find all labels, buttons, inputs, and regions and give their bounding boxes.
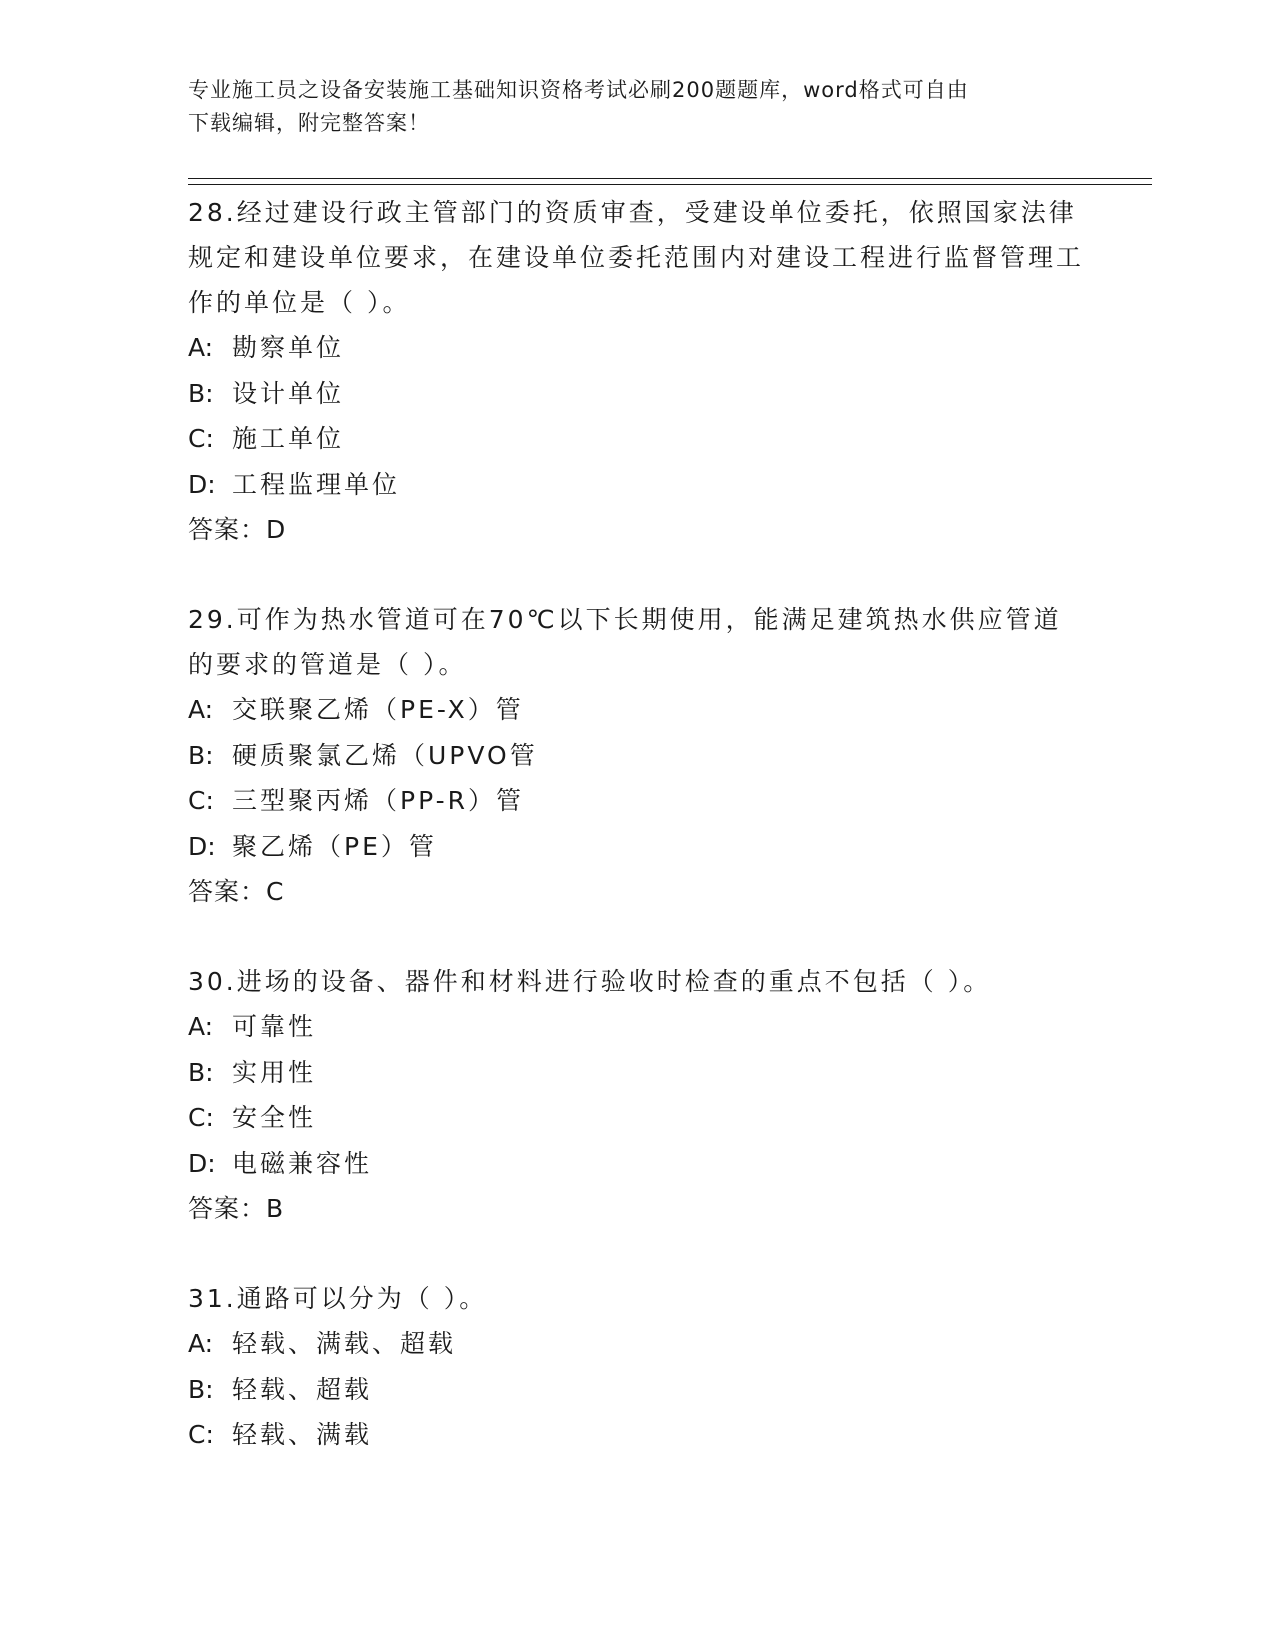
option-d bbox=[188, 1141, 1088, 1187]
answer-line: 答案：B bbox=[188, 1194, 285, 1223]
option-text: 设计单位 bbox=[232, 378, 345, 408]
option-text: 可靠性 bbox=[232, 1012, 317, 1041]
option-text: 轻载、满载、超载 bbox=[232, 1329, 457, 1358]
option-text: 实用性 bbox=[232, 1057, 317, 1087]
option-text: 聚乙烯（PE）管 bbox=[232, 831, 437, 861]
option-text: 安全性 bbox=[232, 1103, 317, 1132]
option-key: B: bbox=[188, 378, 214, 408]
option-d bbox=[188, 462, 1088, 508]
option-c bbox=[188, 778, 1088, 824]
document-header bbox=[188, 74, 1088, 140]
option-c bbox=[188, 1095, 1088, 1141]
option-key: D: bbox=[188, 831, 216, 861]
option-key: B: bbox=[188, 1374, 214, 1404]
question-stem: 31.通路可以分为（ ）。 bbox=[188, 1284, 488, 1313]
option-c bbox=[188, 416, 1088, 462]
option-d bbox=[188, 824, 1088, 870]
option-b bbox=[188, 371, 1088, 417]
question-list bbox=[188, 190, 1088, 1502]
option-text: 轻载、超载 bbox=[232, 1374, 373, 1404]
question-29 bbox=[188, 597, 1088, 915]
question-stem: 30.进场的设备、器件和材料进行验收时检查的重点不包括（ ）。 bbox=[188, 967, 992, 996]
option-key: C: bbox=[188, 424, 214, 453]
option-key: A: bbox=[188, 695, 214, 724]
option-text: 勘察单位 bbox=[232, 333, 345, 362]
question-stem: 29.可作为热水管道可在70℃以下长期使用，能满足建筑热水供应管道的要求的管道是（ ）。 bbox=[188, 605, 1062, 679]
header-divider-top bbox=[188, 178, 1152, 179]
option-b bbox=[188, 1050, 1088, 1096]
question-stem: 28.经过建设行政主管部门的资质审查，受建设单位委托，依照国家法律规定和建设单位要求，在建设单位委托范围内对建设工程进行监督管理工作的单位是（ ）。 bbox=[188, 198, 1085, 317]
option-a bbox=[188, 687, 1088, 733]
option-key: B: bbox=[188, 740, 214, 770]
header-divider-bottom bbox=[188, 184, 1152, 185]
option-text: 施工单位 bbox=[232, 424, 345, 453]
option-a bbox=[188, 325, 1088, 371]
option-a bbox=[188, 1004, 1088, 1050]
option-text: 三型聚丙烯（PP-R）管 bbox=[232, 786, 524, 815]
question-30 bbox=[188, 959, 1088, 1232]
option-a bbox=[188, 1321, 1088, 1367]
question-28 bbox=[188, 190, 1088, 553]
option-key: A: bbox=[188, 333, 214, 362]
option-key: B: bbox=[188, 1057, 214, 1087]
option-key: D: bbox=[188, 1148, 216, 1178]
option-key: C: bbox=[188, 786, 214, 815]
option-key: A: bbox=[188, 1012, 214, 1041]
answer-line: 答案：D bbox=[188, 515, 287, 544]
header-line-1: 专业施工员之设备安装施工基础知识资格考试必刷200题题库，word格式可自由 bbox=[188, 78, 969, 102]
header-line-2: 下载编辑，附完整答案！ bbox=[188, 111, 430, 135]
option-text: 交联聚乙烯（PE-X）管 bbox=[232, 695, 524, 724]
option-b bbox=[188, 733, 1088, 779]
option-c bbox=[188, 1412, 1088, 1458]
option-key: C: bbox=[188, 1420, 214, 1449]
option-key: D: bbox=[188, 469, 216, 499]
option-text: 工程监理单位 bbox=[232, 469, 401, 499]
option-key: A: bbox=[188, 1329, 214, 1358]
question-31 bbox=[188, 1276, 1088, 1458]
option-text: 电磁兼容性 bbox=[232, 1148, 373, 1178]
option-b bbox=[188, 1367, 1088, 1413]
option-text: 轻载、满载 bbox=[232, 1420, 373, 1449]
answer-line: 答案：C bbox=[188, 877, 285, 906]
option-text: 硬质聚氯乙烯（UPVO管 bbox=[232, 740, 538, 770]
option-key: C: bbox=[188, 1103, 214, 1132]
